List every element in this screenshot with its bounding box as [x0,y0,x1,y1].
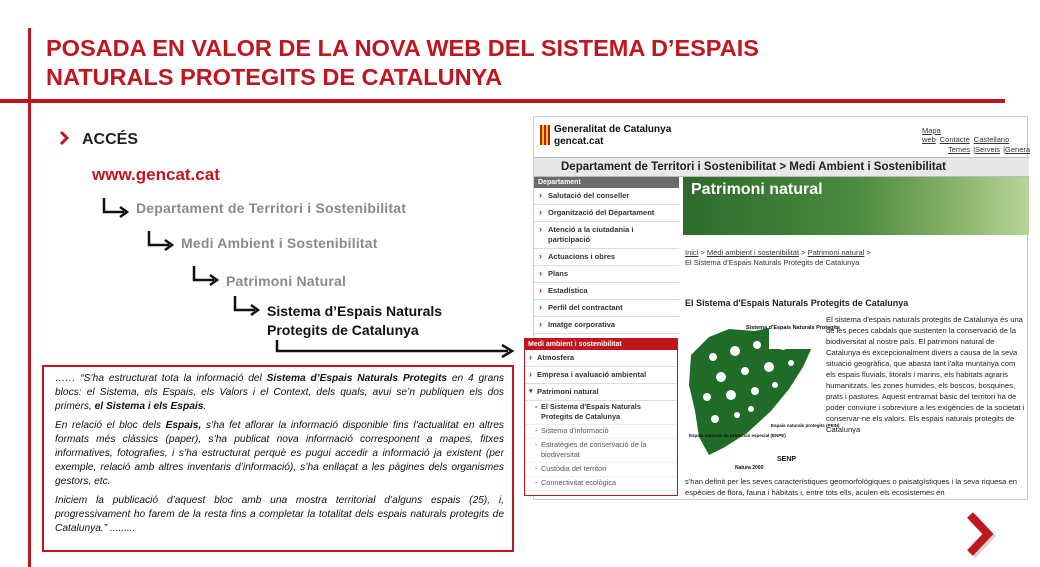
submenu-subitem[interactable]: - Custòdia del territori [525,463,677,477]
map-label-natura: Natura 2000 [735,465,764,471]
generalitat-logo-icon [540,125,550,145]
nav-item[interactable]: › Organització del Departament [534,205,679,222]
breadcrumb-link[interactable]: Patrimoni natural [807,248,865,257]
submenu-item[interactable]: › Empresa i avaluació ambiental [525,367,677,384]
submenu-header: Medi ambient i sostenibilitat [525,339,677,350]
top-link[interactable]: Castellano [973,135,1010,144]
top-links [922,126,1027,144]
nav-item[interactable]: › Plans [534,266,679,283]
path-final-step: Sistema d’Espais Naturals Protegits de Catalunya [267,303,443,338]
title-underline [0,99,1005,103]
nav-item[interactable]: › Salutació del conseller [534,188,679,205]
quote-paragraph-3: Iniciem la publicació d’aquest bloc amb una mostra territorial d’alguns espais (25), i, progressivament ho farem de la resta fins a completar la totalitat dels espais naturals protegits de Catalunya.” ......... [55,494,504,535]
bend-arrow-icon [100,196,130,220]
nav-item[interactable]: › Perfil del contractant [534,300,679,317]
map-label-pein: Espais naturals protegits (PEIN) [771,423,840,428]
left-accent-line [28,28,31,567]
catalonia-map-icon [685,315,840,473]
path-step-3: Patrimoni Natural [226,273,347,289]
nav-item[interactable]: › Atenció a la ciutadania i participació [534,222,679,249]
bend-arrow-icon [190,264,220,288]
long-arrow-icon [272,338,518,360]
highlighted-submenu [524,338,678,496]
site-url[interactable]: www.gencat.cat [92,165,220,184]
bend-arrow-icon [231,294,261,318]
map-title: Sistema d'Espais Naturals Protegits [746,325,840,331]
nav-item[interactable]: › Estadística [534,283,679,300]
breadcrumb-link[interactable]: Medi ambient i sostenibilitat [706,248,800,257]
submenu-item-open[interactable]: ▾ Patrimoni natural [525,384,677,401]
submenu-item[interactable]: › Atmosfera [525,350,677,367]
submenu-subitem[interactable]: - Sistema d'informació [525,425,677,439]
submenu-subitem[interactable]: - Connectivitat ecològica [525,477,677,491]
web-bottom-text: s'han definit per les seves característiques geomorfològiques o paisatgístiques i la seva riquesa en espècies de flora, fauna i hàbitats i, entre tots ells, aculen els ecosistemes en [685,477,1017,497]
top-link[interactable]: Contacte [939,135,970,144]
web-body-text: El sistema d'espais naturals protegits de Catalunya és una de les peces cabdals que sustenten la conservació de la biodiversitat al nostre país. El patrimoni natural de Catalunya és excepcionalment divers a causa de la seva situació geogràfica, que abasta tant l'alta muntanya com els espais fluvials, litorals i marins, els hàbitats agraris humanitzats, les zones humides, els boscos, bosquines, prats i pastures. Aquest entramat bàsic del territori ha de poder conviure i sobreviure a les exigències de la societat i conservar-ne els valors. Els espais naturals protegits de Catalunya [826,315,1025,434]
nav-header: Departament [534,177,679,188]
submenu-subitem[interactable]: - Estratègies de conservació de la biodiversitat [525,439,677,463]
nav-item[interactable]: › Imatge corporativa [534,317,679,334]
department-bar: Departament de Territori i Sostenibilitat > Medi Ambient i Sostenibilitat [534,157,1029,177]
top-link[interactable]: Serveis [975,145,1001,154]
top-link[interactable]: Genera [1005,145,1031,154]
map-label-enpe: Espais naturals de protecció especial (ENPE) [689,433,786,438]
quote-paragraph-1: …… “S’ha estructurat tota la informació del Sistema d’Espais Naturals Protegits en 4 grans blocs: el Sistema, els Espais, els Valors i el Context, dels quals, avui se’n publiquen els dos primers, el Sistema i els Espais. [55,373,504,413]
section-banner: Patrimoni natural [683,177,1029,235]
org-name: Generalitat de Catalunya gencat.cat [554,124,672,147]
bend-arrow-icon [145,229,175,253]
web-breadcrumb: Inici > Medi ambient i sostenibilitat > Patrimoni natural > El Sistema d’Espais Naturals Protegits de Catalunya [685,248,871,267]
access-heading: ACCÉS [82,131,139,148]
web-page-title: El Sistema d'Espais Naturals Protegits de Catalunya [685,298,909,308]
chevron-right-icon [56,130,72,146]
path-step-1: Departament de Territori i Sostenibilitat [136,200,407,216]
path-step-2: Medi Ambient i Sostenibilitat [181,235,378,251]
quote-box [42,365,514,552]
top-link[interactable]: Temes [948,145,971,154]
breadcrumb-link[interactable]: Inici [685,248,699,257]
map-label-senp: SENP [777,456,797,463]
slide-title: POSADA EN VALOR DE LA NOVA WEB DEL SISTEMA D’ESPAIS NATURALS PROTEGITS DE CATALUNYA [46,35,759,90]
nav-item[interactable]: › Actuacions i obres [534,249,679,266]
submenu-subitem-selected[interactable]: - El Sistema d'Espais Naturals Protegits de Catalunya [525,401,677,425]
quote-paragraph-2: En relació el bloc dels Espais, s’ha fet aflorar la informació disponible fins l’actualitat en altres formats més clàssics (paper), s’ha publicat nova informació corresponent a mapes, fitxes informatives, fotografies, i s’ha estructurat perquè es pugui accedir a informació ja existent (per exemple, relació amb altres inventaris d’informació), s’ha enllaçat a les pàgines dels organismes gestors, etc. [55,419,504,488]
top-links-secondary: Temes |Serveis |Genera [948,145,1031,154]
next-slide-chevron-icon[interactable] [960,509,1000,559]
left-nav [534,177,679,339]
top-link[interactable]: Mapa web [922,126,941,144]
